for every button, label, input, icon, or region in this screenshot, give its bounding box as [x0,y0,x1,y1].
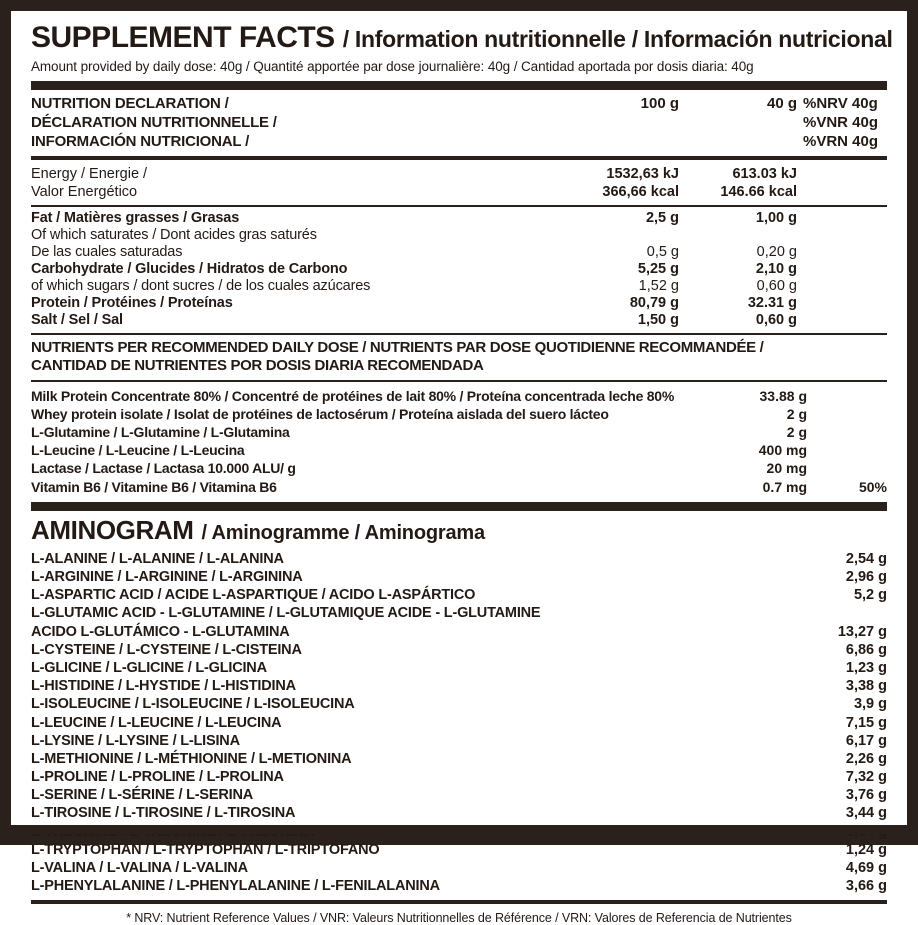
amino-acid-name: L-TIROSINE / L-TIROSINE / L-TIROSINA [31,805,296,822]
macro-row [31,295,887,312]
nrv-label-fr: %VNR 40g [803,113,879,131]
amino-acid-name: L-SERINE / L-SÉRINE / L-SERINA [31,787,253,804]
macro-value-100g: 5,25 g [637,261,679,278]
macro-value-40g: 2,10 g [755,261,797,278]
amino-acid-name: L-VALINA / L-VALINA / L-VALINA [31,860,248,877]
nrv-label-es: %VRN 40g [803,132,879,150]
nutrient-row [31,423,887,441]
amino-acid-name: L-HISTIDINE / L-HYSTIDE / L-HISTIDINA [31,678,296,695]
divider-above-aminogram [31,502,887,511]
nutrient-ingredient-rows [31,382,887,496]
macro-name: of which sugars / dont sucres / de los cuales azúcares [31,278,371,295]
energy-name-line1: Energy / Energie / [31,165,148,182]
aminogram-rows [31,549,887,896]
macro-value-100g: 1,52 g [638,278,679,295]
amino-acid-amount: 2,54 g [845,550,887,567]
amino-acid-name: L-LEUCINE / L-LEUCINE / L-LEUCINA [31,714,282,731]
aminogram-row [31,841,887,859]
column-header-100g: 100 g [640,95,679,112]
amino-acid-amount: 3,44 g [845,805,887,822]
energy-kj-100g: 1532,63 kJ [606,165,679,182]
nutrient-name: Vitamin B6 / Vitamine B6 / Vitamina B6 [31,478,277,495]
macro-row [31,278,887,295]
amino-acid-name: L-GLUTAMIC ACID - L-GLUTAMINE / L-GLUTAMIQUE ACIDE - L-GLUTAMINE ACIDO L-GLUTÁMICO - L-GLUTAMINA [31,605,541,640]
amino-acid-name: L-ALANINE / L-ALANINE / L-ALANINA [31,550,284,567]
label-content [11,11,907,925]
macro-value-40g: 32.31 g [747,295,797,312]
amino-acid-name: L-PROLINE / L-PROLINE / L-PROLINA [31,769,284,786]
nrv-label-en: %NRV 40g [803,95,878,112]
nutrient-name: Milk Protein Concentrate 80% / Concentré de protéines de lait 80% / Proteína concentrada leche 80% [31,387,675,404]
energy-row [31,160,887,205]
nutrient-row [31,441,887,459]
nutrient-row [31,478,887,496]
aminogram-row [31,604,887,640]
amino-acid-name: L-ARGININE / L-ARGININE / L-ARGININA [31,569,303,586]
amino-acid-name: L-ASPARTIC ACID / ACIDE L-ASPARTIQUE / ACIDO L-ASPÁRTICO [31,587,476,604]
macro-value-100g: 0,5 g [646,243,679,260]
macro-row [31,227,887,244]
amino-acid-name: L-PHENYLALANINE / L-PHENYLALANINE / L-FENILALANINA [31,878,440,895]
aminogram-row [31,550,887,568]
aminogram-row [31,568,887,586]
amino-acid-amount: 3,66 g [845,878,887,895]
aminogram-row [31,659,887,677]
aminogram-row [31,750,887,768]
amino-acid-amount: 4,69 g [845,860,887,877]
page-title-translations: / Information nutritionnelle / Información nutricional [342,26,893,52]
macro-row [31,312,887,329]
aminogram-row [31,859,887,877]
nutrition-declaration-header [31,90,887,152]
amino-acid-amount: 7,32 g [845,769,887,786]
amino-acid-amount: 2,26 g [845,750,887,767]
macro-name: Salt / Sel / Sal [31,312,123,329]
amino-acid-amount: 1,24 g [845,841,887,858]
nutrients-section-heading [31,335,887,380]
amino-acid-amount: 3,76 g [845,787,887,804]
aminogram-row [31,804,887,822]
amino-acid-amount: 3,9 g [853,696,887,713]
energy-value-100g [529,165,679,202]
amino-acid-amount: 5,2 g [853,587,887,604]
divider-top-thick [31,81,887,90]
declaration-name-en: NUTRITION DECLARATION / [31,95,229,112]
amino-acid-name: L-LYSINE / L-LYSINE / L-LISINA [31,732,240,749]
energy-kj-40g: 613.03 kJ [732,165,797,182]
macro-row [31,244,887,261]
declaration-name-fr: DÉCLARATION NUTRITIONNELLE / [31,113,277,131]
aminogram-heading [31,511,887,549]
nutrient-name: L-Leucine / L-Leucine / L-Leucina [31,442,245,459]
declaration-names [31,95,529,152]
energy-name [31,165,529,202]
macro-value-100g: 2,5 g [645,209,679,226]
amount-per-dose-note: Amount provided by daily dose: 40g / Quantité apportée par dose journalière: 40g / Cantidad aportada por dosis diaria: 40g [31,59,754,74]
aminogram-row [31,641,887,659]
amino-acid-amount: 3,38 g [845,678,887,695]
nutrient-row [31,405,887,423]
macro-row [31,210,887,227]
amino-acid-amount: 2,96 g [845,569,887,586]
nutrient-name: Lactase / Lactase / Lactasa 10.000 ALU/ g [31,460,296,477]
amino-acid-amount: 1,23 g [845,659,887,676]
macro-name: Fat / Matières grasses / Grasas [31,209,240,226]
amino-acid-amount: 6,17 g [845,732,887,749]
energy-value-40g [679,165,797,202]
nutrient-row [31,459,887,477]
macro-value-40g: 0,60 g [756,278,797,295]
macro-value-100g: 1,50 g [637,312,679,329]
macro-name: De las cuales saturadas [31,243,183,260]
aminogram-row [31,877,887,895]
aminogram-title-translations: / Aminogramme / Aminograma [201,521,485,544]
declaration-name-es: INFORMACIÓN NUTRICIONAL / [31,132,250,150]
amino-acid-name: L-ISOLEUCINE / L-ISOLEUCINE / L-ISOLEUCINA [31,696,355,713]
nutrient-name: Whey protein isolate / Isolat de protéines de lactosérum / Proteína aislada del suero lácteo [31,405,609,422]
aminogram-row [31,677,887,695]
page-title: SUPPLEMENT FACTS [31,21,335,54]
aminogram-row [31,732,887,750]
nrv-footnote: * NRV: Nutrient Reference Values / VNR: Valeurs Nutritionnelles de Référence / VRN: Valores de Referencia de Nutrientes [126,911,792,925]
nutrient-row [31,387,887,405]
macro-name: Of which saturates / Dont acides gras saturés [31,226,317,243]
label-header [31,21,893,55]
energy-kcal-40g: 146.66 kcal [720,184,797,201]
macro-name: Protein / Protéines / Proteínas [31,295,233,312]
macro-row [31,261,887,278]
nutrient-amount: 2 g [786,424,807,441]
amino-acid-amount: 13,27 g [837,623,887,640]
amino-acid-name: L-GLICINE / L-GLICINE / L-GLICINA [31,659,267,676]
nutrient-amount: 400 mg [758,442,807,459]
aminogram-row [31,768,887,786]
aminogram-title: AMINOGRAM [31,514,194,545]
nutrient-amount: 2 g [786,405,807,422]
aminogram-row [31,586,887,604]
nutrient-amount: 33.88 g [759,387,807,404]
macro-value-100g: 80,79 g [629,295,679,312]
aminogram-row [31,714,887,732]
amino-acid-name: L-CYSTEINE / L-CYSTEINE / L-CISTEINA [31,641,302,658]
amino-acid-name: L-METHIONINE / L-MÉTHIONINE / L-METIONINA [31,750,352,767]
energy-kcal-100g: 366,66 kcal [602,184,679,201]
nutrient-name: L-Glutamine / L-Glutamine / L-Glutamina [31,424,290,441]
nutrient-nrv-percent: 50% [858,478,887,495]
aminogram-row [31,695,887,713]
bottom-bar [11,825,907,834]
amino-acid-name: L-TRYPTOPHAN / L-TRYPTOPHAN / L-TRIPTÓFANO [31,841,380,858]
macro-value-40g: 0,20 g [756,243,797,260]
nutrient-amount: 0.7 mg [762,478,807,495]
amino-acid-amount: 7,15 g [845,714,887,731]
amino-acid-amount: 6,86 g [845,641,887,658]
macro-value-40g: 0,60 g [755,312,797,329]
energy-name-line2: Valor Energético [31,184,138,201]
aminogram-row [31,786,887,804]
macro-value-40g: 1,00 g [755,209,797,226]
column-header-nrv [797,95,887,152]
macro-name: Carbohydrate / Glucides / Hidratos de Carbono [31,261,348,278]
nutrient-amount: 20 mg [766,460,807,477]
macronutrient-rows [31,207,887,333]
nutrients-heading-line1: NUTRIENTS PER RECOMMENDED DAILY DOSE / NUTRIENTS PAR DOSE QUOTIDIENNE RECOMMANDÉE / [31,338,764,356]
nutrients-heading-line2: CANTIDAD DE NUTRIENTES POR DOSIS DIARIA RECOMENDADA [31,357,484,375]
column-header-40g: 40 g [766,95,797,112]
